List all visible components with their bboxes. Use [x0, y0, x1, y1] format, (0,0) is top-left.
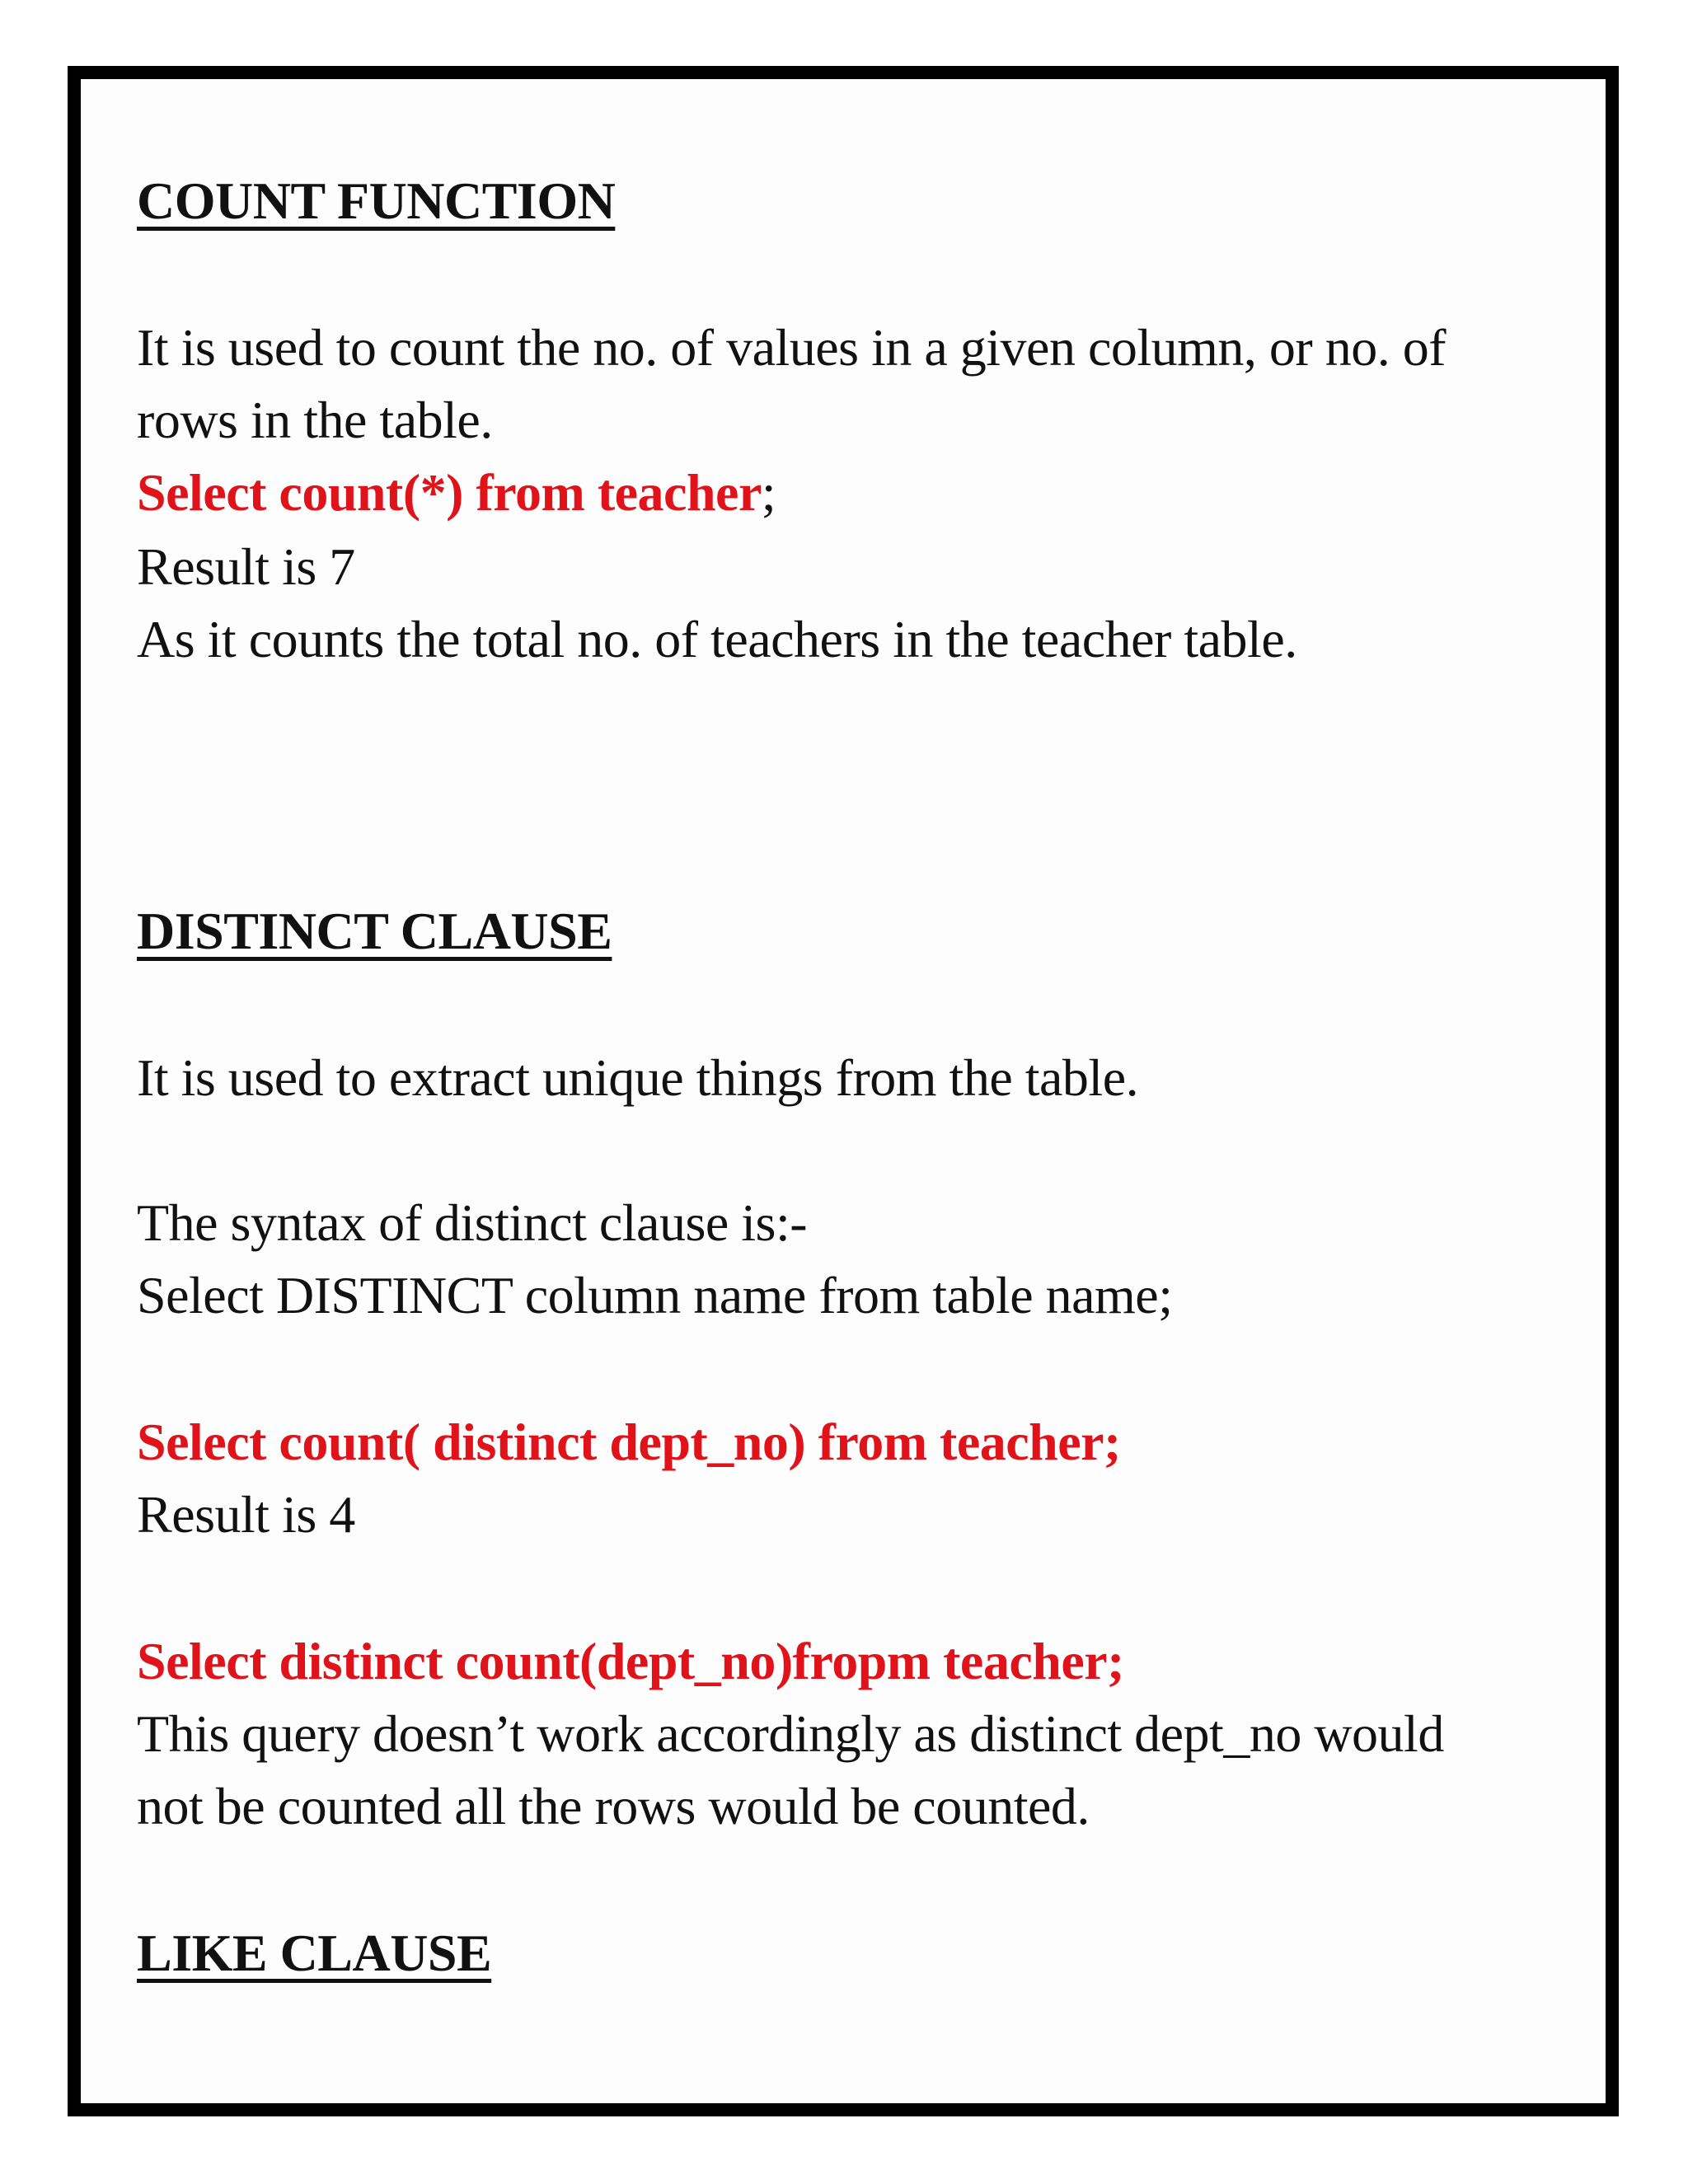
- count-result: Result is 7: [137, 537, 355, 596]
- count-query-line: [137, 463, 776, 522]
- count-explanation: As it counts the total no. of teachers in the teacher table.: [137, 610, 1297, 668]
- count-query-semicolon: ;: [761, 463, 776, 522]
- like-clause-heading: LIKE CLAUSE: [137, 1924, 492, 1982]
- distinct-syntax-label: The syntax of distinct clause is:-: [137, 1193, 808, 1252]
- count-description-line-2: rows in the table.: [137, 391, 493, 449]
- count-description-line-1: It is used to count the no. of values in a given column, or no. of: [137, 318, 1447, 377]
- count-query: Select count(*) from teacher: [137, 463, 762, 522]
- distinct-query-2: Select distinct count(dept_no)fropm teacher;: [137, 1632, 1124, 1690]
- distinct-result-1: Result is 4: [137, 1485, 355, 1544]
- distinct-note-line-1: This query doesn’t work accordingly as distinct dept_no would: [137, 1704, 1444, 1763]
- distinct-description: It is used to extract unique things from the table.: [137, 1048, 1139, 1107]
- distinct-clause-heading: DISTINCT CLAUSE: [137, 902, 612, 960]
- count-function-heading: COUNT FUNCTION: [137, 171, 616, 230]
- distinct-syntax: Select DISTINCT column name from table name;: [137, 1266, 1173, 1324]
- distinct-note-line-2: not be counted all the rows would be counted.: [137, 1777, 1090, 1835]
- distinct-query-1: Select count( distinct dept_no) from teacher;: [137, 1413, 1121, 1471]
